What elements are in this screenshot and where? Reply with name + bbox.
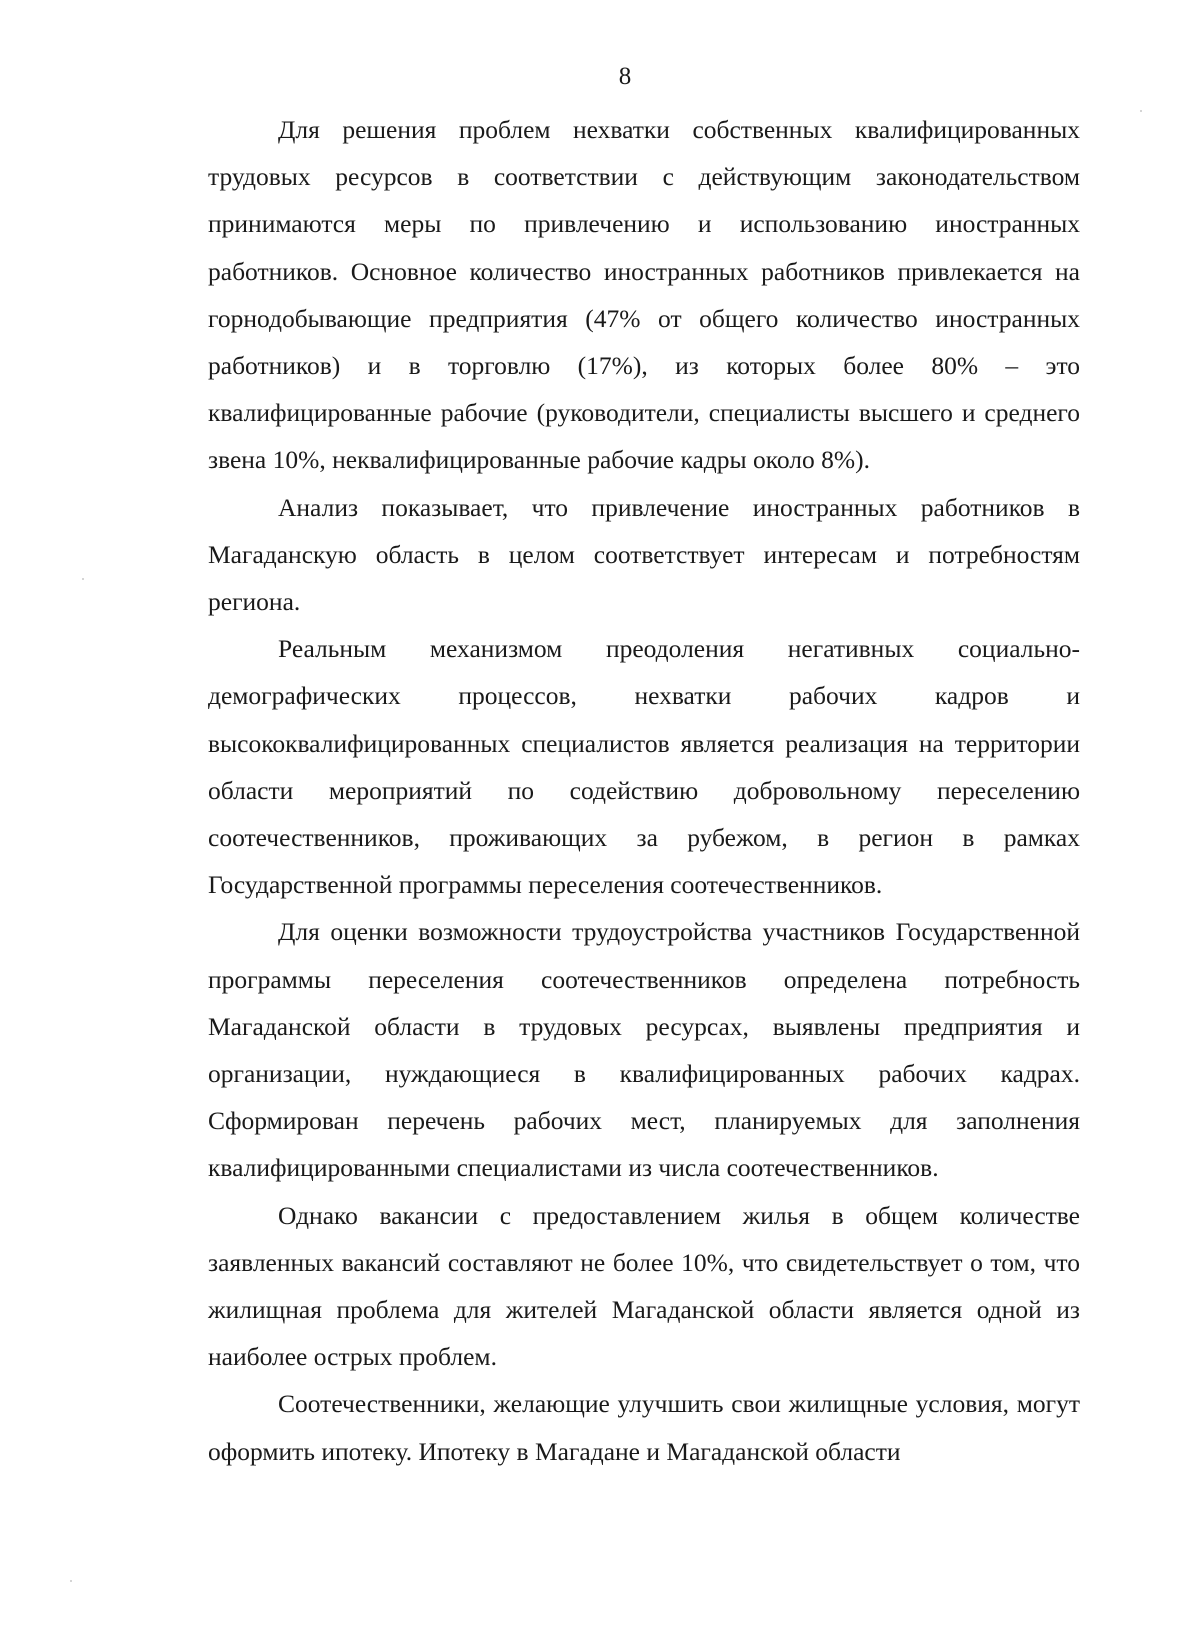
paragraph-resettlement-mechanism: Реальным механизмом преодоления негативных социально-демографических процессов, нехватки рабочих кадров и высококвалифицированных специалистов является реализация на территории области мероприятий по содействию добровольному переселению соотечественников, проживающих за рубежом, в регион в рамках Государственной программы переселения соотечественников. <box>208 634 1080 900</box>
paragraph-analysis: Анализ показывает, что привлечение иностранных работников в Магаданскую область в целом соответствует интересам и потребностям региона. <box>208 492 1080 617</box>
paragraph-employment-assessment: Для оценки возможности трудоустройства участников Государственной программы переселения соотечественников определена потребность Магаданской области в трудовых ресурсах, выявлены предприятия и организации, нуждающиеся в квалифицированных рабочих кадрах. Сформирован перечень рабочих мест, планируемых для заполнения квалифицированными специалистами из числа соотечественников. <box>208 917 1080 1183</box>
scan-artifact <box>82 578 84 580</box>
page-number: 8 <box>618 63 632 90</box>
paragraph-foreign-workers: Для решения проблем нехватки собственных квалифицированных трудовых ресурсов в соответствии с действующим законодательством принимаются меры по привлечению и использованию иностранных работников. Основное количество иностранных работников привлекается на горнодобывающие предприятия (47% от общего количество иностранных работников) и в торговлю (17%), из которых более 80% – это квалифицированные рабочие (руководители, специалисты высшего и среднего звена 10%, неквалифицированные рабочие кадры около 8%). <box>208 115 1080 475</box>
scan-artifact <box>1140 110 1142 112</box>
document-body <box>208 106 1080 1475</box>
paragraph-housing-vacancies: Однако вакансии с предоставлением жилья в общем количестве заявленных вакансий составляют не более 10%, что свидетельствует о том, что жилищная проблема для жителей Магаданской области является одной из наиболее острых проблем. <box>208 1200 1080 1372</box>
paragraph-mortgage: Соотечественники, желающие улучшить свои жилищные условия, могут оформить ипотеку. Ипотеку в Магадане и Магаданской области <box>208 1389 1080 1466</box>
scan-artifact <box>70 1580 72 1582</box>
